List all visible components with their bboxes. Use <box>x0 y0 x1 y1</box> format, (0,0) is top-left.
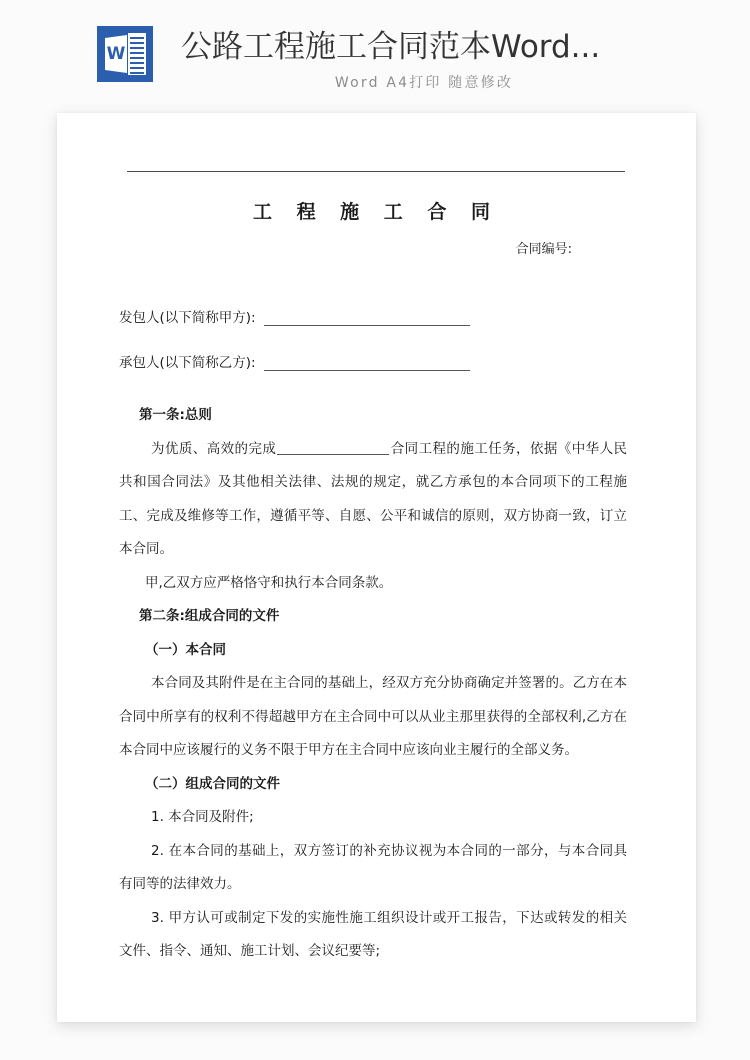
paragraph-article-1-compliance: 甲,乙双方应严格恪守和执行本合同条款。 <box>145 574 393 591</box>
word-icon-letter: W <box>106 44 126 64</box>
list-item-1: 1. 本合同及附件; <box>151 809 254 825</box>
section-heading-article-2: 第二条:组成合同的文件 <box>139 608 280 624</box>
list-item-3: 3. 甲方认可或制定下发的实施性施工组织设计或开工报告，下达或转发的相关文件、指令、通知、施工计划、会议纪要等; <box>119 909 627 959</box>
paragraph-text-after-blank: 合同工程的施工任务，依据《中华人民共和国合同法》及其他相关法律、法规的规定，就乙方承包的本合同项下的工程施工、完成及维修等工作，遵循平等、自愿、公平和诚信的原则，双方协商一致，订立本合同。 <box>119 440 628 557</box>
document-body <box>119 399 627 969</box>
party-block <box>119 296 619 371</box>
document-page-shadow <box>57 113 696 1022</box>
list-item-2: 2. 在本合同的基础上，双方签订的补充协议视为本合同的一部分，与本合同具有同等的法律效力。 <box>119 842 627 892</box>
party-row-party-a <box>119 296 619 326</box>
paragraph-article-1-intro <box>119 433 627 567</box>
word-document-icon <box>97 26 153 82</box>
word-icon-lines <box>128 33 146 75</box>
paragraph-this-contract-body: 本合同及其附件是在主合同的基础上，经双方充分协商确定并签署的。乙方在本合同中所享有的权利不得超越甲方在主合同中可以从业主那里获得的全部权利,乙方在本合同中应该履行的义务不限于甲方在主合同中应该向业主履行的全部义务。 <box>119 675 627 758</box>
party-b-input-line[interactable] <box>264 355 470 371</box>
party-a-label: 发包人(以下简称甲方): <box>119 310 256 326</box>
subsection-heading-contract-documents: （二）组成合同的文件 <box>145 775 280 792</box>
party-b-label: 承包人(以下简称乙方): <box>119 355 256 371</box>
subsection-heading-this-contract: （一）本合同 <box>145 641 226 658</box>
document-subtitle: Word A4打印 随意修改 <box>334 75 514 91</box>
project-name-input-line[interactable] <box>277 440 389 455</box>
contract-title: 工 程 施 工 合 同 <box>252 201 500 223</box>
document-page <box>57 113 696 1022</box>
header-inner <box>97 26 667 98</box>
document-title: 公路工程施工合同范本Word... <box>181 29 601 65</box>
paragraph-text-before-blank: 为优质、高效的完成 <box>151 440 277 457</box>
contract-number-label: 合同编号: <box>515 242 572 257</box>
party-row-party-b <box>119 341 619 371</box>
header-rule <box>127 171 625 172</box>
section-heading-article-1: 第一条:总则 <box>139 407 212 423</box>
party-a-input-line[interactable] <box>264 310 470 326</box>
preview-header <box>0 0 750 113</box>
